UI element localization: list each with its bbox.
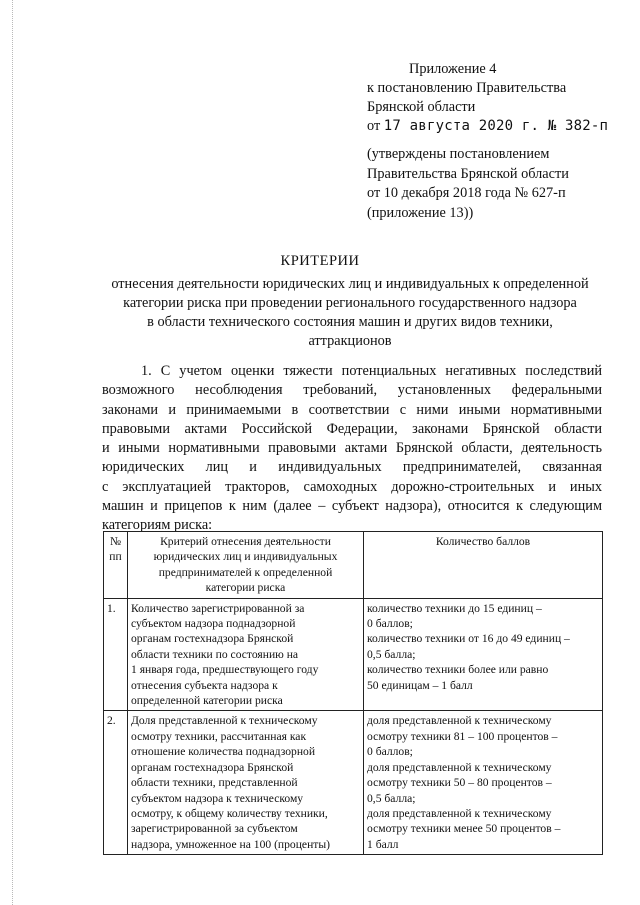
row-criterion: Доля представленной к техническому осмотру техники, рассчитанная как отношение количества поднадзорной органам гостехнадзора Брянской области техники, представленной субъектом надзора к техническому осмотру, к общему количеству техники, зарегистрированной за субъектом надзора, умноженное на 100 (проценты) <box>128 711 364 855</box>
paragraph-line: правовыми актами Российской Федерации, законами Брянской области <box>102 420 602 437</box>
approved-line-3: от 10 декабря 2018 года № 627-п <box>367 185 566 201</box>
paragraph-line: категориям риска: <box>102 517 213 534</box>
approved-note <box>367 145 617 223</box>
subtitle-line: категории риска при проведении регионального государственного надзора <box>123 295 577 311</box>
page-edge-line <box>12 0 13 905</box>
appendix-header <box>367 60 617 136</box>
header-points: Количество баллов <box>364 532 603 599</box>
row-number: 2. <box>104 711 128 855</box>
appendix-number: Приложение 4 <box>409 61 497 77</box>
appendix-region: Брянской области <box>367 99 476 115</box>
body-paragraph <box>102 362 602 536</box>
subtitle-line: аттракционов <box>308 333 392 349</box>
paragraph-line: 1. С учетом оценки тяжести потенциальных негативных последствий <box>141 363 602 379</box>
paragraph-line: законами и принимаемыми в соответствии с ними иными нормативными <box>102 401 602 418</box>
paragraph-line: возможного несоблюдения требований, установленных федеральными <box>102 382 602 399</box>
paragraph-line: с эксплуатацией тракторов, самоходных дорожно-строительных и иных <box>102 478 602 495</box>
paragraph-line: машин и прицепов к ним (далее – субъект надзора), относится к следующим <box>102 498 602 515</box>
appendix-date-stamp: 17 августа 2020 г. № 382-п <box>383 118 609 134</box>
header-number: № пп <box>104 532 128 599</box>
criteria-table <box>103 531 603 855</box>
row-criterion: Количество зарегистрированной за субъектом надзора поднадзорной органам гостехнадзора Брянской области техники по состоянию на 1 января года, предшествующего году отнесения субъекта надзора к определенной категории риска <box>128 598 364 711</box>
header-criterion: Критерий отнесения деятельности юридических лиц и индивидуальных предпринимателей к определенной категории риска <box>128 532 364 599</box>
paragraph-line: юридических лиц и индивидуальных предпринимателей, связанная <box>102 459 602 476</box>
approved-line-1: (утверждены постановлением <box>367 146 550 162</box>
table-header-row <box>104 532 603 599</box>
appendix-resolution: к постановлению Правительства <box>367 80 567 96</box>
document-subtitle <box>90 275 610 351</box>
row-points: доля представленной к техническому осмотру техники 81 – 100 процентов – 0 баллов; доля представленной к техническому осмотру техники 50 – 80 процентов – 0,5 балла; доля представленной к техническому осмотру техники менее 50 процентов – 1 балл <box>364 711 603 855</box>
row-number: 1. <box>104 598 128 711</box>
row-points: количество техники до 15 единиц – 0 баллов; количество техники от 16 до 49 единиц – 0,5 балла; количество техники более или равно 50 единицам – 1 балл <box>364 598 603 711</box>
appendix-date-prefix: от <box>367 118 381 134</box>
table-row <box>104 711 603 855</box>
paragraph-line: и иными нормативными правовыми актами Брянской области, деятельность <box>102 440 602 457</box>
subtitle-line: в области технического состояния машин и других видов техники, <box>147 314 553 330</box>
appendix-date-line <box>367 117 617 136</box>
approved-line-2: Правительства Брянской области <box>367 165 569 182</box>
approved-line-4: (приложение 13)) <box>367 204 474 221</box>
document-title: КРИТЕРИИ <box>280 253 360 269</box>
table-row <box>104 598 603 711</box>
subtitle-line: отнесения деятельности юридических лиц и индивидуальных к определенной <box>111 276 589 292</box>
